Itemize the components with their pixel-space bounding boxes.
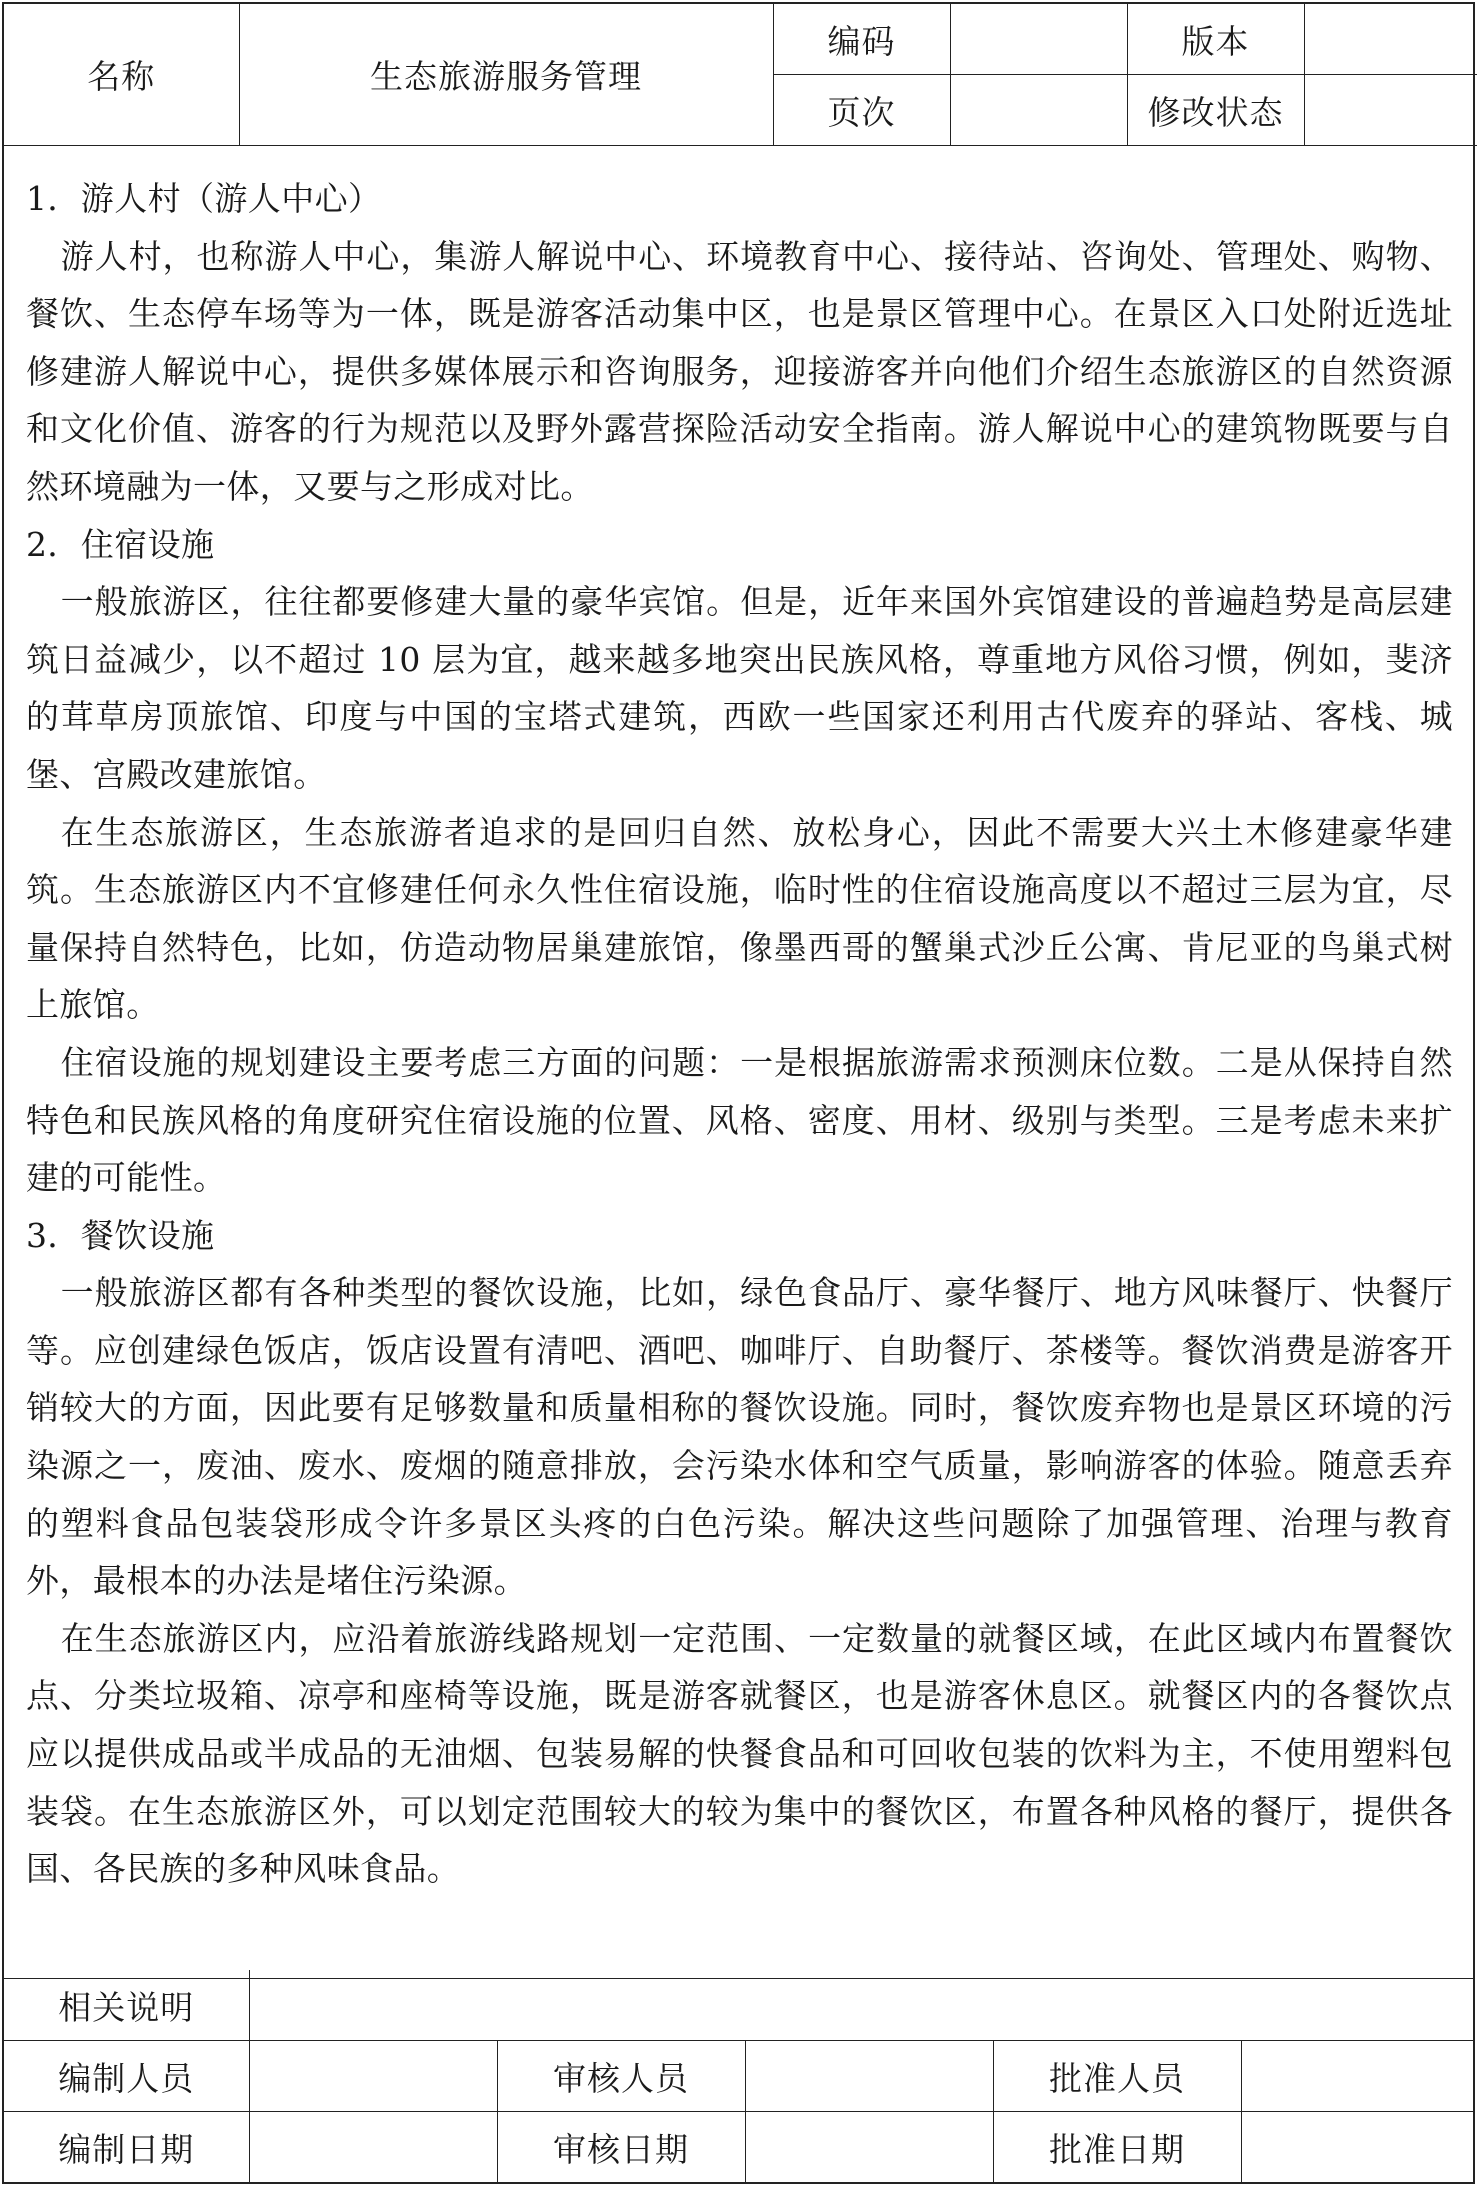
name-value: 生态旅游服务管理 (239, 4, 773, 146)
paragraph: 一般旅游区都有各种类型的餐饮设施，比如，绿色食品厅、豪华餐厅、地方风味餐厅、快餐厅等。应创建绿色饭店，饭店设置有清吧、酒吧、咖啡厅、自助餐厅、茶楼等。餐饮消费是游客开销较大的方面，因此要有足够数量和质量相称的餐饮设施。同时，餐饮废弃物也是景区环境的污染源之一，废油、废水、废烟的随意排放，会污染水体和空气质量，影响游客的体验。随意丢弃的塑料食品包装袋形成令许多景区头疼的白色污染。解决这些问题除了加强管理、治理与教育外，最根本的办法是堵住污染源。 (26, 1273, 1453, 1601)
approver-label: 批准人员 (993, 2041, 1241, 2112)
document-frame (2, 2, 1475, 2184)
paragraph: 在生态旅游区，生态旅游者追求的是回归自然、放松身心，因此不需要大兴土木修建豪华建筑。生态旅游区内不宜修建任何永久性住宿设施，临时性的住宿设施高度以不超过三层为宜，尽量保持自然特色，比如，仿造动物居巢建旅馆，像墨西哥的蟹巢式沙丘公寓、肯尼亚的鸟巢式树上旅馆。 (26, 812, 1453, 1025)
header-table (4, 4, 1477, 146)
name-label: 名称 (4, 4, 239, 146)
page-value (950, 75, 1127, 146)
reviewer-value (745, 2041, 993, 2112)
approver-value (1241, 2041, 1473, 2112)
compiler-label: 编制人员 (4, 2041, 249, 2112)
compile-date-label: 编制日期 (4, 2112, 249, 2183)
code-value (950, 4, 1127, 75)
footer-table (4, 1970, 1473, 2182)
section-heading: 3．餐饮设施 (26, 1215, 215, 1255)
approve-date-label: 批准日期 (993, 2112, 1241, 2183)
review-date-value (745, 2112, 993, 2183)
code-label: 编码 (773, 4, 950, 75)
paragraph: 在生态旅游区内，应沿着旅游线路规划一定范围、一定数量的就餐区域，在此区域内布置餐饮点、分类垃圾箱、凉亭和座椅等设施，既是游客就餐区，也是游客休息区。就餐区内的各餐饮点应以提供成品或半成品的无油烟、包装易解的快餐食品和可回收包装的饮料为主，不使用塑料包装袋。在生态旅游区外，可以划定范围较大的较为集中的餐饮区，布置各种风格的餐厅，提供各国、各民族的多种风味食品。 (26, 1618, 1453, 1889)
revision-value (1304, 75, 1477, 146)
reviewer-label: 审核人员 (497, 2041, 745, 2112)
notes-value (249, 1970, 1473, 2041)
paragraph: 一般旅游区，往往都要修建大量的豪华宾馆。但是，近年来国外宾馆建设的普遍趋势是高层建筑日益减少，以不超过 10 层为宜，越来越多地突出民族风格，尊重地方风俗习惯，例如，斐济的茸草房顶旅馆、印度与中国的宝塔式建筑，西欧一些国家还利用古代废弃的驿站、客栈、城堡、宫殿改建旅馆。 (26, 582, 1453, 794)
approve-date-value (1241, 2112, 1473, 2183)
review-date-label: 审核日期 (497, 2112, 745, 2183)
content-body (4, 145, 1473, 1979)
section-heading: 2．住宿设施 (26, 524, 215, 564)
paragraph: 住宿设施的规划建设主要考虑三方面的问题：一是根据旅游需求预测床位数。二是从保持自然特色和民族风格的角度研究住宿设施的位置、风格、密度、用材、级别与类型。三是考虑未来扩建的可能性。 (26, 1042, 1453, 1198)
notes-label: 相关说明 (4, 1970, 249, 2041)
section-heading: 1．游人村（游人中心） (26, 179, 382, 218)
page-label: 页次 (773, 75, 950, 146)
version-value (1304, 4, 1477, 75)
compiler-value (249, 2041, 497, 2112)
revision-label: 修改状态 (1127, 75, 1304, 146)
paragraph: 游人村，也称游人中心，集游人解说中心、环境教育中心、接待站、咨询处、管理处、购物、餐饮、生态停车场等为一体，既是游客活动集中区，也是景区管理中心。在景区入口处附近选址修建游人解说中心，提供多媒体展示和咨询服务，迎接游客并向他们介绍生态旅游区的自然资源和文化价值、游客的行为规范以及野外露营探险活动安全指南。游人解说中心的建筑物既要与自然环境融为一体，又要与之形成对比。 (26, 236, 1453, 506)
compile-date-value (249, 2112, 497, 2183)
version-label: 版本 (1127, 4, 1304, 75)
